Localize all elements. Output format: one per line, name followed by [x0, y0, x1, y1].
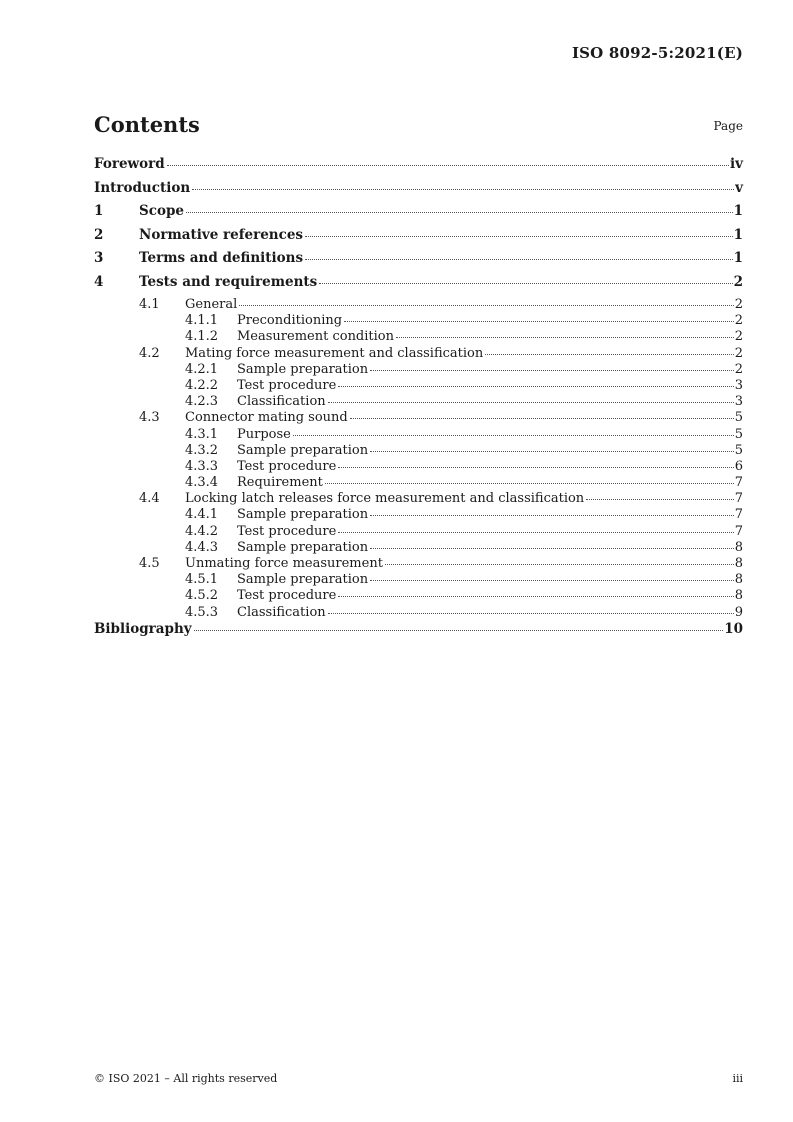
toc-entry-page: 10	[724, 620, 743, 637]
toc-entry-page: 1	[733, 203, 743, 219]
toc-entry[interactable]	[94, 507, 743, 523]
toc-entry-title: Sample preparation	[237, 507, 369, 523]
toc-entry-number: 4.1.2	[185, 329, 219, 345]
page-column-label: Page	[713, 119, 743, 133]
toc-entry[interactable]	[94, 427, 743, 443]
toc-entry-number: 3	[94, 250, 104, 266]
toc-entry-number: 4.2.2	[185, 377, 219, 393]
toc-entry-title: Measurement condition	[237, 329, 394, 345]
toc-entry-page: 7	[734, 523, 743, 539]
dot-leader	[305, 259, 733, 260]
dot-leader	[328, 613, 734, 614]
toc-entry-title: Purpose	[237, 426, 291, 442]
toc-entry[interactable]	[94, 156, 743, 180]
toc-entry-number: 4.4.1	[185, 507, 219, 523]
toc-entry-number: 4.4	[139, 491, 160, 507]
toc-entry-title: Tests and requirements	[139, 273, 318, 290]
dot-leader	[305, 236, 733, 237]
toc-entry-title: Mating force measurement and classification	[185, 345, 484, 361]
toc-entry-number: 4.3.4	[185, 475, 219, 491]
dot-leader	[338, 467, 733, 468]
dot-leader	[338, 596, 733, 597]
toc-entry-title: Preconditioning	[237, 313, 343, 329]
toc-entry-page: 5	[734, 442, 743, 458]
toc-entry-page: 8	[734, 556, 743, 571]
toc-entry-page: 3	[734, 377, 743, 393]
toc-entry-number: 4.5.2	[185, 588, 219, 604]
dot-leader	[385, 564, 734, 565]
toc-entry-title: Locking latch releases force measurement and classification	[185, 491, 585, 507]
toc-entry-page: 7	[734, 507, 743, 523]
footer-copyright: © ISO 2021 – All rights reserved	[94, 1072, 278, 1085]
toc-entry[interactable]	[94, 329, 743, 345]
dot-leader	[319, 283, 732, 284]
toc-entry[interactable]	[94, 313, 743, 329]
toc-entry[interactable]	[94, 459, 743, 475]
toc-entry[interactable]	[94, 180, 743, 204]
toc-entry-page: 2	[734, 361, 743, 377]
toc-entry-page: 3	[734, 394, 743, 410]
dot-leader	[293, 435, 734, 436]
toc-entry-number: 4.1.1	[185, 313, 219, 329]
toc-entry[interactable]	[94, 227, 743, 251]
toc-entry-title: Sample preparation	[237, 572, 369, 588]
toc-entry[interactable]	[94, 274, 743, 298]
toc-entry-title: Sample preparation	[237, 361, 369, 377]
dot-leader	[325, 483, 734, 484]
document-id: ISO 8092-5:2021(E)	[571, 44, 743, 62]
toc-entry-page: iv	[730, 156, 743, 172]
toc-entry[interactable]	[94, 346, 743, 362]
toc-entry-number: 4.2	[139, 345, 160, 361]
toc-entry-title: Introduction	[94, 179, 191, 196]
toc-entry[interactable]	[94, 378, 743, 394]
toc-entry-number: 4.5.1	[185, 572, 219, 588]
toc-entry[interactable]	[94, 572, 743, 588]
toc-entry[interactable]	[94, 203, 743, 227]
toc-entry-number: 1	[94, 203, 104, 219]
toc-entry-page: 2	[734, 345, 743, 361]
toc-entry-page: 8	[734, 572, 743, 588]
dot-leader	[186, 212, 733, 213]
toc-entry-title: Bibliography	[94, 620, 192, 637]
toc-entry-page: 1	[733, 226, 743, 243]
dot-leader	[239, 305, 733, 306]
toc-entry[interactable]	[94, 491, 743, 507]
toc-entry-title: Classification	[237, 394, 326, 410]
contents-heading: Contents	[94, 112, 200, 137]
toc-entry[interactable]	[94, 250, 743, 274]
toc-entry-page: 2	[734, 329, 743, 345]
toc-entry-number: 4.4.3	[185, 539, 219, 555]
toc-entry-title: Test procedure	[237, 377, 337, 393]
dot-leader	[192, 189, 734, 190]
toc-entry-title: Connector mating sound	[185, 410, 348, 426]
dot-leader	[396, 337, 734, 338]
toc-entry-title: Sample preparation	[237, 442, 369, 458]
dot-leader	[370, 580, 734, 581]
toc-entry[interactable]	[94, 410, 743, 426]
toc-entry[interactable]	[94, 556, 743, 572]
toc-entry-number: 4.2.1	[185, 361, 219, 377]
toc-entry-number: 4.3.3	[185, 458, 219, 474]
toc-entry-number: 4.2.3	[185, 394, 219, 410]
toc-entry-number: 4.3.2	[185, 442, 219, 458]
toc-entry[interactable]	[94, 540, 743, 556]
toc-entry-title: Scope	[139, 203, 185, 219]
toc-entry-page: 8	[734, 539, 743, 555]
toc-entry[interactable]	[94, 297, 743, 313]
toc-entry[interactable]	[94, 621, 743, 645]
toc-entry-number: 4	[94, 273, 104, 290]
toc-entry-title: Foreword	[94, 156, 165, 172]
toc-entry-page: 7	[734, 475, 743, 491]
toc-entry-page: 1	[733, 250, 743, 266]
dot-leader	[586, 499, 734, 500]
toc-entry-title: Unmating force measurement	[185, 556, 383, 571]
toc-entry-page: 2	[734, 297, 743, 312]
toc-entry-title: General	[185, 297, 238, 312]
toc-entry-title: Normative references	[139, 226, 304, 243]
toc-entry-title: Test procedure	[237, 458, 337, 474]
toc-entry[interactable]	[94, 605, 743, 621]
dot-leader	[338, 386, 733, 387]
toc-entry-number: 2	[94, 226, 104, 243]
toc-entry[interactable]	[94, 524, 743, 540]
toc-entry-number: 4.5.3	[185, 604, 219, 620]
toc-entry-page: 8	[734, 588, 743, 604]
toc-entry-title: Sample preparation	[237, 539, 369, 555]
toc-entry-page: 5	[734, 410, 743, 426]
dot-leader	[370, 548, 734, 549]
dot-leader	[344, 321, 734, 322]
toc-entry[interactable]	[94, 394, 743, 410]
toc-entry-page: 2	[733, 273, 743, 290]
table-of-contents	[94, 156, 743, 644]
toc-entry-title: Test procedure	[237, 588, 337, 604]
dot-leader	[167, 165, 729, 166]
toc-entry-page: 6	[734, 458, 743, 474]
toc-entry-page: 2	[734, 313, 743, 329]
toc-entry-number: 4.5	[139, 556, 160, 571]
footer-page-number: iii	[732, 1072, 743, 1085]
dot-leader	[194, 630, 724, 631]
dot-leader	[370, 370, 734, 371]
toc-entry-title: Test procedure	[237, 523, 337, 539]
toc-entry-page: 7	[734, 491, 743, 507]
toc-entry[interactable]	[94, 443, 743, 459]
dot-leader	[370, 515, 734, 516]
toc-entry[interactable]	[94, 362, 743, 378]
toc-entry-title: Terms and definitions	[139, 250, 304, 266]
dot-leader	[350, 418, 734, 419]
toc-entry-number: 4.4.2	[185, 523, 219, 539]
toc-entry[interactable]	[94, 475, 743, 491]
toc-entry-number: 4.1	[139, 297, 160, 312]
dot-leader	[338, 532, 733, 533]
toc-entry-page: 5	[734, 426, 743, 442]
toc-entry-number: 4.3	[139, 410, 160, 426]
dot-leader	[485, 354, 733, 355]
toc-entry-title: Requirement	[237, 475, 323, 491]
dot-leader	[328, 402, 734, 403]
toc-entry[interactable]	[94, 588, 743, 604]
toc-entry-number: 4.3.1	[185, 426, 219, 442]
toc-entry-page: 9	[734, 604, 743, 620]
toc-entry-title: Classification	[237, 604, 326, 620]
dot-leader	[370, 451, 734, 452]
toc-entry-page: v	[735, 179, 743, 196]
